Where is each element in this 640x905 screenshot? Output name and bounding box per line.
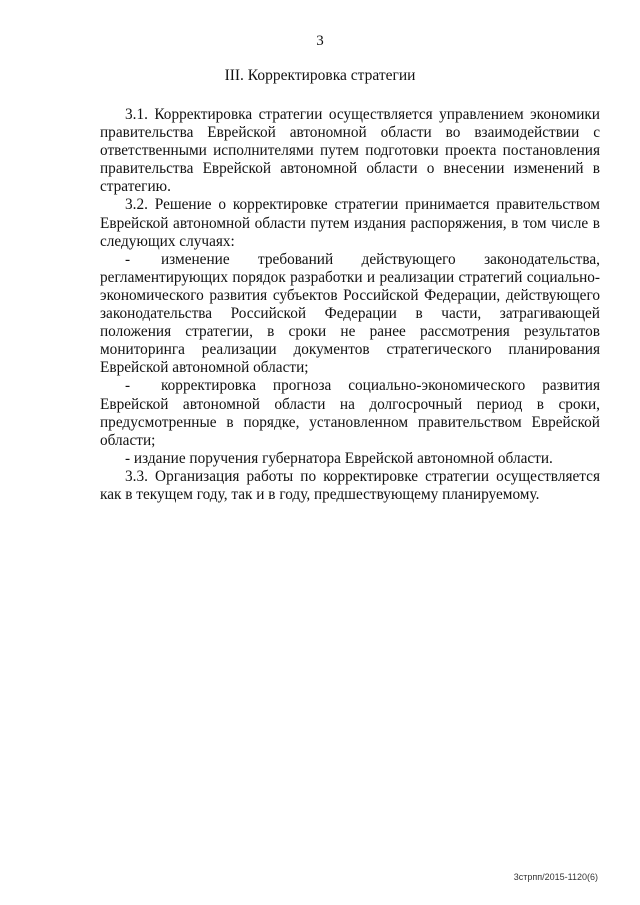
section-title: III. Корректировка стратегии [224, 67, 416, 84]
list-item [100, 251, 600, 378]
document-body [100, 106, 600, 504]
list-item-text: - издание поручения губернатора Еврейской автономной области. [125, 449, 553, 467]
paragraph-3-3: 3.3. Организация работы по корректировке стратегии осуществляется как в текущем году, так и в году, предшествующему планируемому. [100, 467, 600, 503]
paragraph-3-1: 3.1. Корректировка стратегии осуществляется управлением экономики правительства Еврейской автономной области во взаимодействии с ответственными исполнителями путем подготовки проекта постановления правительства Еврейской автономной области о внесении изменений в стратегию. [100, 106, 600, 196]
list-item [100, 450, 600, 468]
page-number: 3 [316, 33, 324, 49]
paragraph-3-2: 3.2. Решение о корректировке стратегии принимается правительством Еврейской автономной области путем издания распоряжения, в том числе в следующих случаях: [100, 196, 600, 250]
list-item [100, 377, 600, 449]
document-code: 3стрпп/2015-1120(6) [513, 872, 598, 882]
list-item-text: корректировка прогноза социально-экономического развития Еврейской автономной области на долгосрочный период в сроки, предусмотренные в порядке, установленном правительством Еврейской области; [100, 377, 600, 449]
list-dash: - [125, 250, 131, 268]
list-item-text: изменение требований действующего законодательства, регламентирующих порядок разработки и реализации стратегий социально-экономического развития субъектов Российской Федерации, действующего законодательства Российской Федерации в части, затрагивающей положения стратегии, в сроки не ранее рассмотрения результатов мониторинга реализации документов стратегического планирования Еврейской автономной области; [100, 250, 600, 377]
list-dash: - [125, 377, 131, 395]
